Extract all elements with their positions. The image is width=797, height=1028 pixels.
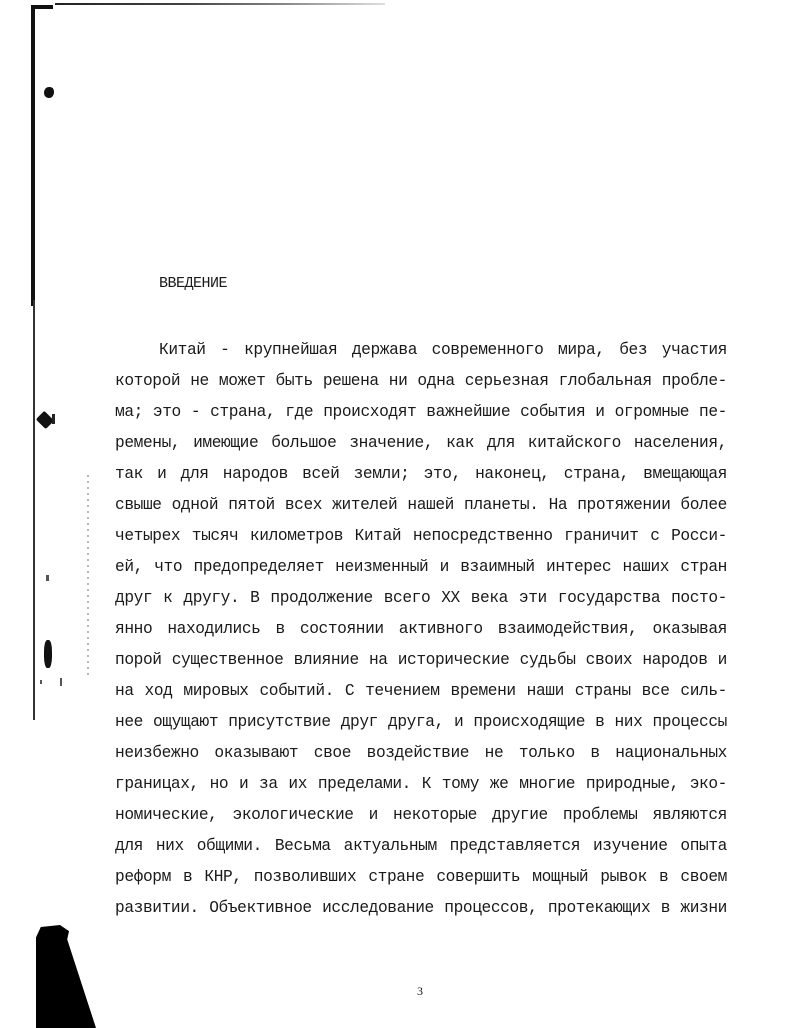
paragraph-line: реформ в КНР, позволивших стране совершить мощный рывок в своем: [115, 868, 727, 886]
scan-artifact-mark: [52, 414, 55, 424]
scan-artifact-left-edge: [31, 6, 35, 306]
paragraph-line: которой не может быть решена ни одна серьезная глобальная пробле-: [115, 372, 727, 390]
paragraph-line: ма; это - страна, где происходят важнейшие события и огромные пе-: [115, 403, 727, 421]
page-number: 3: [417, 984, 423, 998]
paragraph-line: свыше одной пятой всех жителей нашей планеты. На протяжении более: [115, 496, 727, 514]
scan-artifact-speck: [46, 575, 49, 581]
paragraph-line: порой существенное влияние на исторические судьбы своих народов и: [115, 651, 727, 669]
paragraph-line: янно находились в состоянии активного взаимодействия, оказывая: [115, 620, 727, 638]
scan-artifact-speck: [40, 680, 42, 684]
paragraph-line: на ход мировых событий. С течением времени наши страны все силь-: [115, 682, 727, 700]
paragraph-line: нее ощущают присутствие друг друга, и происходящие в них процессы: [115, 713, 727, 731]
scan-artifact-left-edge-thin: [33, 300, 35, 720]
scan-artifact-hole-punch: [44, 87, 54, 98]
scan-artifact-smudge: [44, 640, 52, 668]
section-heading: ВВЕДЕНИЕ: [159, 275, 228, 292]
paragraph-line: развитии. Объективное исследование процессов, протекающих в жизни: [115, 899, 727, 917]
paragraph-line: так и для народов всей земли; это, наконец, страна, вмещающая: [115, 465, 727, 483]
scan-artifact-top-rule: [55, 3, 385, 5]
paragraph-line: неизбежно оказывают свое воздействие не только в национальных: [115, 744, 727, 762]
paragraph-line: номические, экологические и некоторые другие проблемы являются: [115, 806, 727, 824]
paragraph-line: Китай - крупнейшая держава современного мира, без участия: [159, 341, 727, 359]
paragraph-line: ей, что предопределяет неизменный и взаимный интерес наших стран: [115, 558, 727, 576]
paragraph-line: четырех тысяч километров Китай непосредственно граничит с Росси-: [115, 527, 727, 545]
paragraph-line: друг к другу. В продолжение всего XX века эти государства посто-: [115, 589, 727, 607]
paragraph-line: для них общими. Весьма актуальным представляется изучение опыта: [115, 837, 727, 855]
scan-artifact-corner-shadow: [36, 925, 96, 1028]
paragraph-line: ремены, имеющие большое значение, как для китайского населения,: [115, 434, 727, 452]
scan-artifact-dotted-column: [87, 475, 89, 675]
paragraph-line: границах, но и за их пределами. К тому же многие природные, эко-: [115, 775, 727, 793]
scan-artifact-speck: [60, 678, 62, 686]
